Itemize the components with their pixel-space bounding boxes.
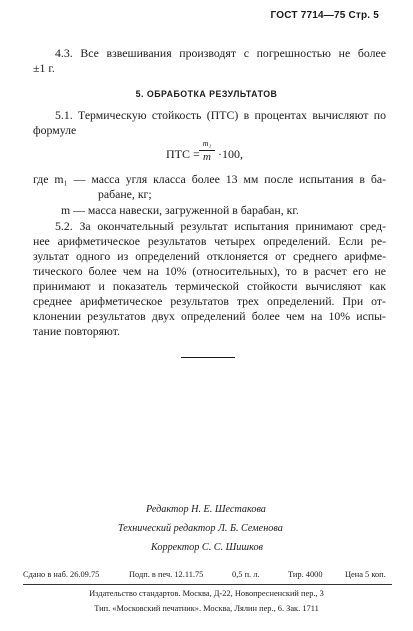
paragraph-5-2-line-8: тание повторяют.: [33, 324, 120, 338]
formula-rhs: ·100,: [218, 147, 243, 161]
paragraph-5-2-line-3: зультат одного из определений отклоняется от среднего арифме-: [33, 249, 386, 263]
imprint-run: Тир. 4000: [288, 570, 323, 579]
corrector-credit: Корректор С. С. Шишков: [151, 542, 263, 553]
tech-editor-credit: Технический редактор Л. Б. Семенова: [118, 523, 283, 534]
paragraph-4-3-line-1: 4.3. Все взвешивания производят с погрешностью не более: [55, 46, 386, 60]
imprint-sheets: 0,5 п. л.: [232, 570, 260, 579]
publisher-line-2: Тип. «Московский печатник». Москва, Лялин пер., 6. Зак. 1711: [94, 604, 319, 613]
paragraph-5-2-line-6: среднее арифметическое результатов трех определений. При от-: [33, 294, 386, 308]
section-title: 5. ОБРАБОТКА РЕЗУЛЬТАТОВ: [135, 89, 278, 99]
editor-credit: Редактор Н. Е. Шестакова: [146, 504, 266, 515]
imprint-signed-date: Подп. в печ. 12.11.75: [129, 570, 204, 579]
paragraph-5-2-line-5: принимают и показатель термической стойкости вычисляют как: [33, 279, 386, 293]
paragraph-5-2-line-4: тического более чем на 10% (относительных), то в расчет его не: [33, 264, 386, 278]
paragraph-5-1-line-1: 5.1. Термическую стойкость (ПТС) в процентах вычисляют по: [55, 108, 386, 122]
formula-numerator: m₁: [199, 139, 215, 151]
legend-line-3: m — масса навески, загруженной в барабан, кг.: [61, 203, 299, 217]
section-divider: [181, 357, 235, 358]
legend-line-2: рабане, кг;: [98, 187, 152, 201]
paragraph-5-1-line-2: формуле: [33, 123, 77, 137]
formula-fraction: [199, 139, 215, 164]
paragraph-5-2-line-7: клонении результатов двух определений более чем на 10% испы-: [33, 309, 386, 323]
paragraph-4-3-line-2: ±1 г.: [33, 61, 55, 75]
page-header: ГОСТ 7714—75 Стр. 5: [270, 10, 379, 21]
legend-line-1: где m₁ — масса угля класса более 13 мм после испытания в ба-: [33, 172, 386, 186]
paragraph-5-2-line-2: нее арифметическое результатов четырех определений. Если ре-: [33, 234, 386, 248]
imprint-divider: [23, 584, 392, 585]
formula-lhs: ПТС =: [166, 147, 200, 161]
publisher-line-1: Издательство стандартов. Москва, Д-22, Новопресненский пер., 3: [89, 589, 324, 598]
formula-denominator: m: [203, 151, 211, 163]
imprint-sent-date: Сдано в наб. 26.09.75: [23, 570, 100, 579]
paragraph-5-2-line-1: 5.2. За окончательный результат испытания принимают сред-: [55, 219, 386, 233]
imprint-price: Цена 5 коп.: [345, 570, 386, 579]
